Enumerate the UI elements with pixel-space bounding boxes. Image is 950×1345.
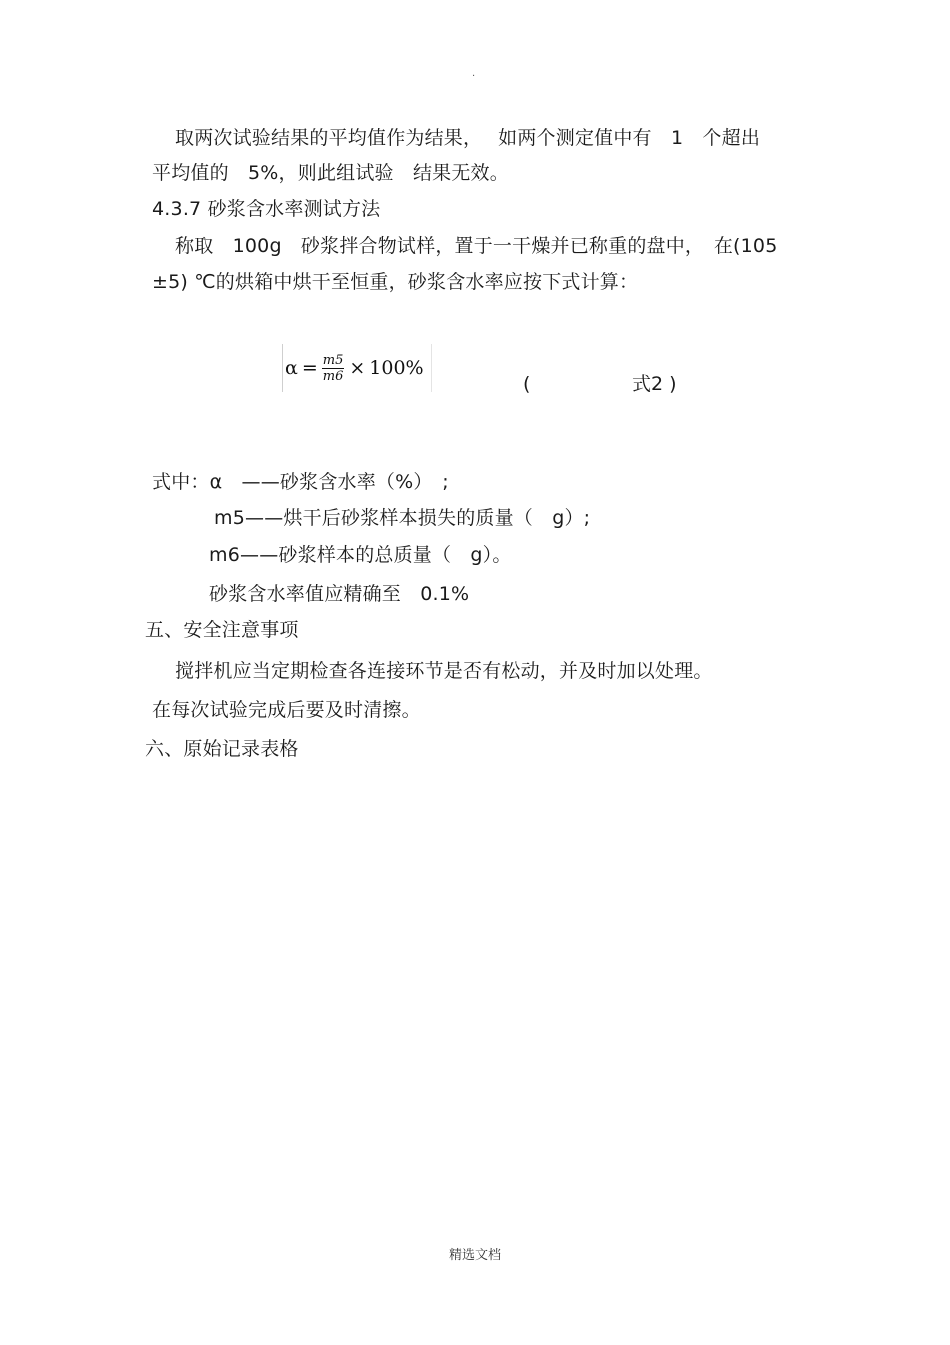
section-heading: 五、安全注意事项 [145,619,299,641]
formula-denominator: m6 [322,368,344,384]
formula-times: × [349,357,366,379]
paragraph-line: 在每次试验完成后要及时清擦。 [152,699,421,721]
paragraph-line: ±5) ℃的烘箱中烘干至恒重，砂浆含水率应按下式计算： [152,271,639,293]
formula-rhs: 100% [369,357,424,379]
paragraph-line: 搅拌机应当定期检查各连接环节是否有松动，并及时加以处理。 [175,660,713,682]
equation-label: 式2 ) [632,373,677,395]
formula-image [282,344,432,392]
paragraph-line: 平均值的 5%，则此组试验 结果无效。 [152,162,509,184]
equation-label-open: ( [523,373,531,395]
paragraph-line: 称取 100g 砂浆拌合物试样，置于一干燥并已称重的盘中， 在(105 [175,235,778,257]
paragraph-line: 取两次试验结果的平均值作为结果， 如两个测定值中有 1 个超出 [175,127,761,149]
formula-fraction [322,353,345,384]
definition-line: 式中：α ——砂浆含水率（%） ; [152,471,449,493]
formula-equals: = [301,357,318,379]
formula-lhs: α [285,357,298,379]
definition-line: m6——砂浆样本的总质量（ g）。 [209,544,512,566]
definition-line: m5——烘干后砂浆样本损失的质量（ g）; [214,507,591,529]
definition-line: 砂浆含水率值应精确至 0.1% [209,583,470,605]
page-footer: 精选文档 [448,1248,501,1263]
formula-numerator: m5 [322,352,344,368]
section-heading: 六、原始记录表格 [145,738,299,760]
section-heading: 4.3.7 砂浆含水率测试方法 [152,198,381,220]
header-mark: · [472,71,476,82]
